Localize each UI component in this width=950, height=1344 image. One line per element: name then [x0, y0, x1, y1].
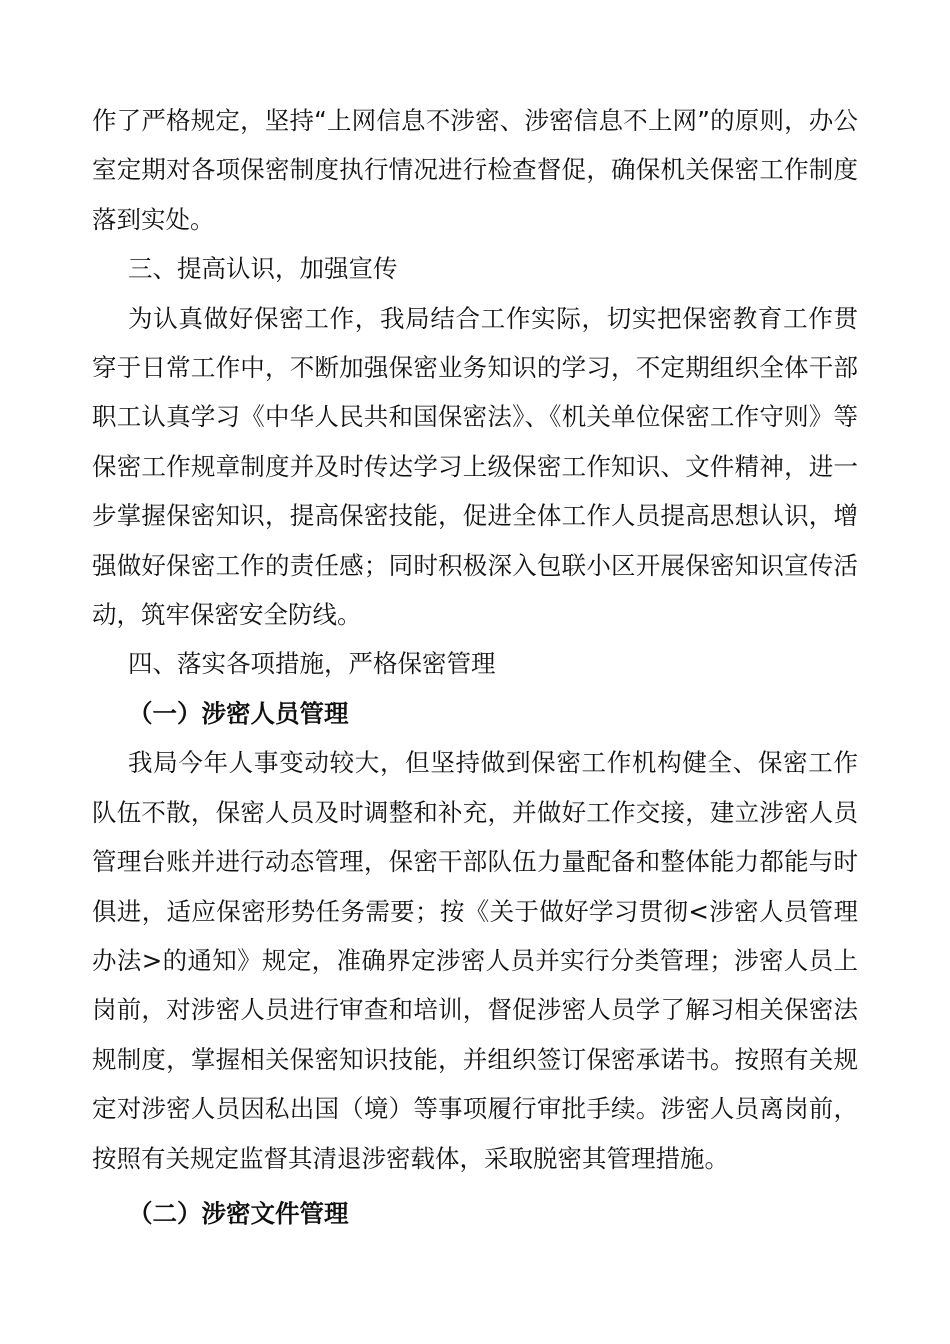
subsection-1-body: 我局今年人事变动较大，但坚持做到保密工作机构健全、保密工作队伍不散，保密人员及时调整和补充，并做好工作交接，建立涉密人员管理台账并进行动态管理，保密干部队伍力量配备和整体能力都能与时俱进，适应保密形势任务需要；按《关于做好学习贯彻<涉密人员管理办法>的通知》规定，准确界定涉密人员并实行分类管理；涉密人员上岗前，对涉密人员进行审查和培训，督促涉密人员学了解习相关保密法规制度，掌握相关保密知识技能，并组织签订保密承诺书。按照有关规定对涉密人员因私出国（境）等事项履行审批手续。涉密人员离岗前，按照有关规定监督其清退涉密载体，采取脱密其管理措施。: [92, 748, 858, 1173]
section-4-heading: 四、落实各项措施，严格保密管理: [128, 649, 496, 679]
continued-paragraph: 作了严格规定，坚持“上网信息不涉密、涉密信息不上网”的原则，办公室定期对各项保密制度执行情况进行检查督促，确保机关保密工作制度落到实处。: [92, 106, 858, 234]
subsection-2-heading: （二）涉密文件管理: [128, 1198, 349, 1228]
document-page: [92, 96, 858, 1238]
section-3-heading: 三、提高认识，加强宣传: [128, 254, 398, 284]
section-3-body: 为认真做好保密工作，我局结合工作实际，切实把保密教育工作贯穿于日常工作中，不断加强保密业务知识的学习，不定期组织全体干部职工认真学习《中华人民共和国保密法》、《机关单位保密工作守则》等保密工作规章制度并及时传达学习上级保密工作知识、文件精神，进一步掌握保密知识，提高保密技能，促进全体工作人员提高思想认识，增强做好保密工作的责任感；同时积极深入包联小区开展保密知识宣传活动，筑牢保密安全防线。: [92, 303, 858, 630]
subsection-1-heading: （一）涉密人员管理: [128, 698, 349, 728]
